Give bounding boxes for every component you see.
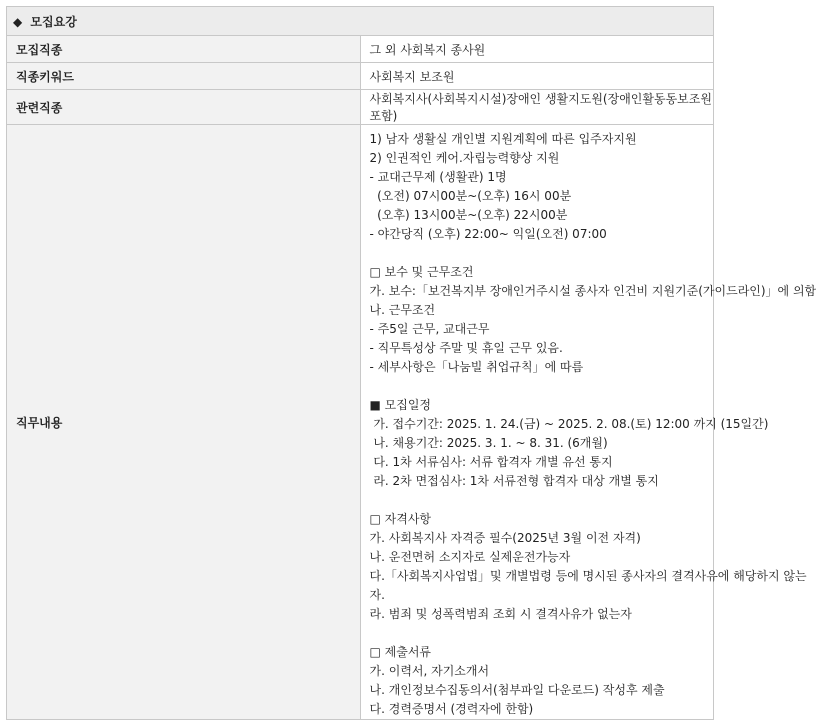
recruitment-table [6, 6, 816, 720]
job-content [360, 125, 816, 720]
job-line: - 직무특성상 주말 및 휴일 근무 있음. [369, 341, 563, 355]
job-line [370, 624, 706, 643]
table-row [7, 63, 714, 90]
table-row [7, 36, 714, 63]
row-value: 사회복지 보조원 [360, 63, 714, 90]
job-line: 다. 경력증명서 (경력자에 한함) [369, 702, 534, 716]
job-line: 다.「사회복지사업법」및 개별법령 등에 명시된 종사자의 결격사유에 해당하지 않는 [369, 569, 807, 583]
table-row [7, 90, 714, 125]
job-line: 라. 2차 면접심사: 1차 서류전형 합격자 대상 개별 통지 [369, 474, 659, 488]
job-line: □ 제출서류 [369, 645, 432, 659]
job-line: 라. 범죄 및 성폭력범죄 조회 시 결격사유가 없는자 [369, 607, 632, 621]
job-line: 나. 개인정보수집동의서(첨부파일 다운로드) 작성후 제출 [369, 683, 665, 697]
job-line: 나. 운전면허 소지자로 실제운전가능자 [369, 550, 571, 564]
row-label: 직종키워드 [7, 63, 361, 90]
job-line: 나. 채용기간: 2025. 3. 1. ~ 8. 31. (6개월) [369, 436, 608, 450]
job-line: 자. [369, 588, 385, 602]
job-line: 가. 접수기간: 2025. 1. 24.(금) ~ 2025. 2. 08.(토) 12:00 까지 (15일간) [369, 417, 769, 431]
job-line: 가. 사회복지사 자격증 필수(2025년 3월 이전 자격) [369, 531, 641, 545]
job-line: (오전) 07시00분~(오후) 16시 00분 [369, 189, 572, 203]
job-line [370, 244, 706, 263]
job-line: □ 자격사항 [369, 512, 432, 526]
job-line: 2) 인권적인 케어.자립능력향상 지원 [369, 151, 560, 165]
row-label: 관련직종 [7, 90, 361, 125]
section-title: 모집요강 [30, 14, 77, 29]
job-line: 나. 근무조건 [369, 303, 436, 317]
job-line: (오후) 13시00분~(오후) 22시00분 [369, 208, 568, 222]
job-line: 1) 남자 생활실 개인별 지원계획에 따른 입주자지원 [369, 132, 637, 146]
section-header [7, 7, 714, 36]
job-label: 직무내용 [7, 125, 361, 720]
row-value: 사회복지사(사회복지시설)장애인 생활지도원(장애인활동동보조원 포함) [360, 90, 714, 125]
job-line: 가. 이력서, 자기소개서 [369, 664, 490, 678]
job-line: - 교대근무제 (생활관) 1명 [369, 170, 507, 184]
row-value: 그 외 사회복지 종사원 [360, 36, 714, 63]
job-line: ■ 모집일정 [369, 398, 432, 412]
job-line: 가. 보수:「보건복지부 장애인거주시설 종사자 인건비 지원기준(가이드라인)」에 의함 [369, 284, 816, 298]
diamond-icon: ◆ [13, 14, 23, 29]
table-row [7, 125, 714, 720]
job-line: □ 보수 및 근무조건 [369, 265, 474, 279]
job-line: - 주5일 근무, 교대근무 [369, 322, 490, 336]
job-line: 다. 1차 서류심사: 서류 합격자 개별 유선 통지 [369, 455, 613, 469]
job-line [370, 377, 706, 396]
job-line: - 야간당직 (오후) 22:00~ 익일(오전) 07:00 [369, 227, 607, 241]
job-line [370, 491, 706, 510]
row-label: 모집직종 [7, 36, 361, 63]
job-lines [369, 130, 816, 719]
recruitment-summary [6, 6, 816, 720]
job-line: - 세부사항은「나눔빌 취업규칙」에 따름 [369, 360, 584, 374]
